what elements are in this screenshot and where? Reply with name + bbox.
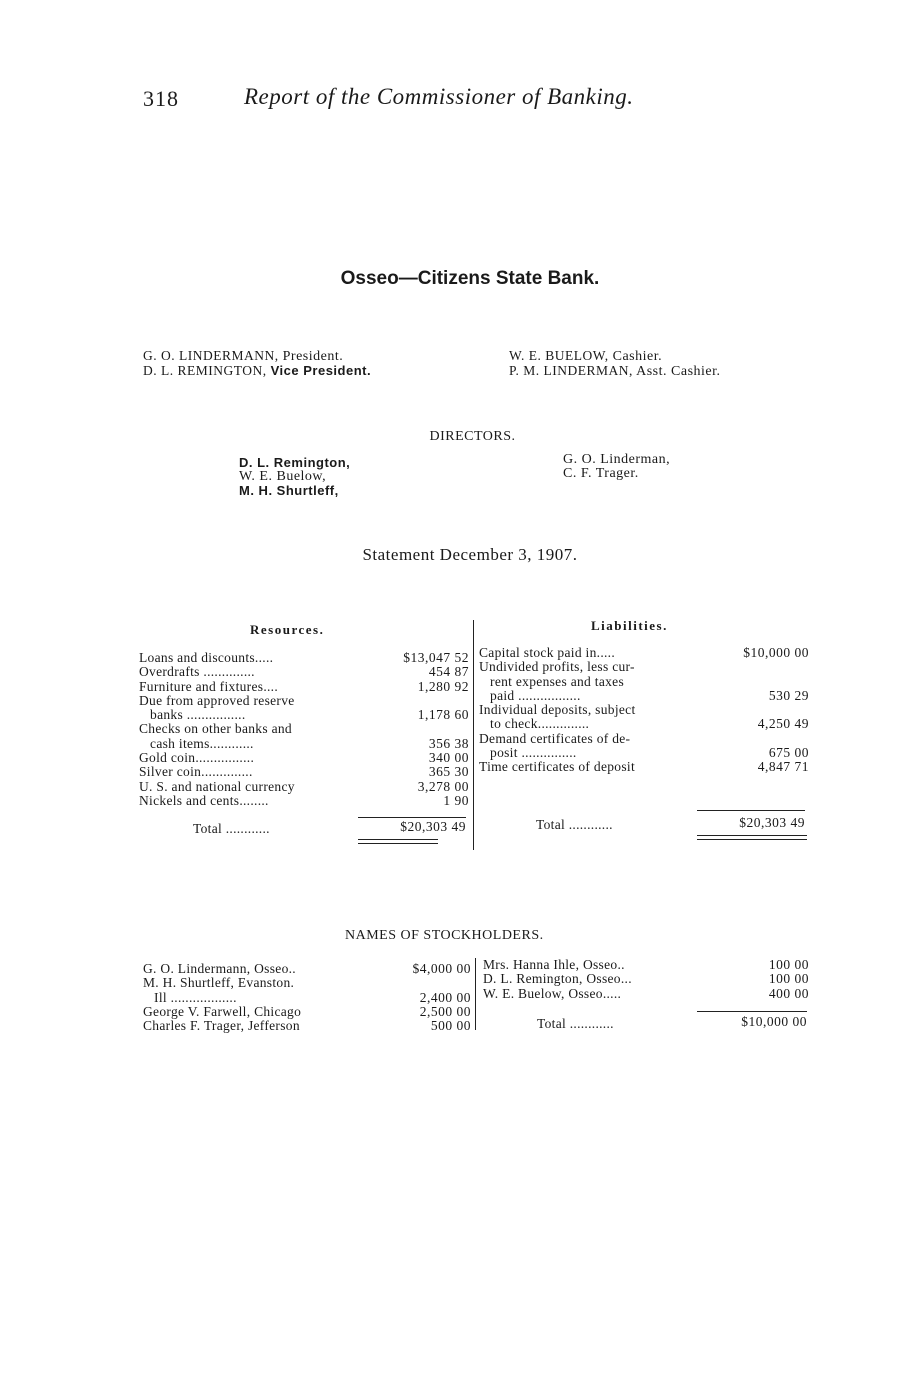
- resources-total-amount: $20,303 49: [400, 819, 466, 834]
- row-label: Mrs. Hanna Ihle, Osseo..: [483, 957, 625, 972]
- liabilities-table: [479, 646, 809, 775]
- row-label: Overdrafts ..............: [139, 664, 255, 680]
- director-left-1: D. L. Remington,: [239, 455, 351, 470]
- table-row: [483, 987, 809, 1001]
- table-row: [139, 780, 469, 794]
- director-right-2: C. F. Trager.: [563, 466, 639, 481]
- row-label: Demand certificates of de-: [479, 730, 631, 746]
- row-label: G. O. Lindermann, Osseo..: [143, 961, 296, 976]
- officer-name: P. M. LINDERMAN,: [509, 363, 633, 378]
- row-amount: 1,280 92: [417, 678, 469, 694]
- table-row: [139, 651, 469, 665]
- row-amount: 356 38: [428, 735, 469, 751]
- row-amount: 400 00: [768, 985, 809, 1001]
- row-amount: $10,000 00: [743, 645, 809, 660]
- row-label: Silver coin..............: [139, 764, 253, 780]
- liabilities-double-rule-2: [697, 839, 807, 840]
- row-amount: 2,500 00: [419, 1003, 471, 1019]
- liabilities-heading: Liabilities.: [591, 618, 668, 633]
- row-label: Nickels and cents........: [139, 792, 269, 808]
- table-row: [139, 665, 469, 679]
- stockholders-divider: [475, 958, 476, 1030]
- stockholders-total-label: Total ............: [537, 1016, 614, 1031]
- table-row: [139, 694, 469, 708]
- table-row: [483, 958, 809, 972]
- officer-right-1: [509, 349, 662, 364]
- row-label: rent expenses and taxes: [479, 673, 625, 689]
- table-row: [479, 660, 809, 674]
- resources-table: [139, 651, 469, 808]
- director-right-1: G. O. Linderman,: [563, 452, 671, 467]
- officer-name: D. L. REMINGTON,: [143, 363, 267, 378]
- row-label: Gold coin................: [139, 750, 255, 766]
- officer-right-2: [509, 364, 721, 379]
- row-amount: 100 00: [768, 957, 809, 972]
- row-label: George V. Farwell, Chicago: [143, 1003, 302, 1019]
- row-label: cash items............: [139, 735, 254, 751]
- liabilities-double-rule-1: [697, 835, 807, 836]
- table-row: [139, 722, 469, 736]
- row-label: Loans and discounts.....: [139, 650, 274, 665]
- officer-left-1: [143, 349, 343, 364]
- row-label: banks ................: [139, 707, 246, 723]
- table-row: [479, 703, 809, 717]
- officer-name: G. O. LINDERMANN,: [143, 348, 279, 363]
- column-divider: [473, 620, 474, 850]
- row-amount: 675 00: [768, 745, 809, 761]
- stockholders-right: [483, 958, 809, 1001]
- officer-title: Vice President.: [270, 363, 372, 378]
- officer-title: Cashier.: [612, 349, 663, 364]
- liabilities-total-label: Total ............: [536, 817, 613, 832]
- officer-title: Asst. Cashier.: [636, 364, 721, 379]
- table-row: [143, 962, 471, 976]
- table-row: [139, 751, 469, 765]
- table-row: [143, 991, 471, 1005]
- row-label: paid .................: [479, 687, 581, 703]
- table-row: [139, 680, 469, 694]
- row-label: Undivided profits, less cur-: [479, 659, 635, 675]
- row-amount: 365 30: [428, 764, 469, 780]
- row-label: Furniture and fixtures....: [139, 678, 279, 694]
- table-row: [479, 732, 809, 746]
- resources-total-rule: [358, 817, 466, 818]
- page-number: 318: [143, 86, 179, 111]
- liabilities-total-amount: $20,303 49: [739, 815, 805, 830]
- row-amount: 4,250 49: [757, 716, 809, 732]
- row-amount: 1,178 60: [417, 707, 469, 723]
- row-label: Checks on other banks and: [139, 721, 292, 737]
- row-label: posit ...............: [479, 745, 577, 761]
- table-row: [479, 717, 809, 731]
- table-row: [139, 708, 469, 722]
- director-left-2: W. E. Buelow,: [239, 469, 327, 484]
- row-label: Individual deposits, subject: [479, 702, 636, 718]
- table-row: [139, 737, 469, 751]
- resources-heading: Resources.: [250, 622, 325, 637]
- stockholders-total-amount: $10,000 00: [741, 1014, 807, 1029]
- row-amount: 4,847 71: [757, 759, 809, 775]
- row-label: M. H. Shurtleff, Evanston.: [143, 975, 295, 991]
- row-amount: $4,000 00: [412, 961, 471, 976]
- row-label: Capital stock paid in.....: [479, 645, 616, 660]
- statement-date: Statement December 3, 1907.: [362, 545, 578, 564]
- officer-title: President.: [282, 349, 344, 364]
- table-row: [479, 646, 809, 660]
- table-row: [479, 675, 809, 689]
- table-row: [139, 794, 469, 808]
- table-row: [479, 760, 809, 774]
- row-label: U. S. and national currency: [139, 778, 295, 794]
- row-amount: 2,400 00: [419, 989, 471, 1005]
- table-row: [479, 746, 809, 760]
- table-row: [479, 689, 809, 703]
- directors-heading: DIRECTORS.: [429, 429, 516, 444]
- bank-title: Osseo—Citizens State Bank.: [340, 268, 600, 289]
- table-row: [143, 1019, 471, 1033]
- table-row: [143, 976, 471, 990]
- row-label: Due from approved reserve: [139, 692, 295, 708]
- director-left-3: M. H. Shurtleff,: [239, 483, 339, 498]
- row-amount: 1 90: [443, 792, 469, 808]
- table-row: [143, 1005, 471, 1019]
- resources-total-label: Total ............: [193, 821, 270, 836]
- row-amount: 454 87: [428, 664, 469, 680]
- row-amount: 3,278 00: [417, 778, 469, 794]
- officer-name: W. E. BUELOW,: [509, 348, 609, 363]
- table-row: [139, 765, 469, 779]
- running-title: Report of the Commissioner of Banking.: [244, 84, 634, 109]
- row-label: Ill ..................: [143, 989, 237, 1005]
- table-row: [483, 972, 809, 986]
- row-label: Charles F. Trager, Jefferson: [143, 1018, 300, 1034]
- resources-double-rule-1: [358, 839, 438, 840]
- row-label: Time certificates of deposit: [479, 759, 635, 775]
- liabilities-total-rule: [697, 810, 805, 811]
- resources-double-rule-2: [358, 843, 438, 844]
- row-amount: 530 29: [768, 687, 809, 703]
- row-amount: 500 00: [430, 1018, 471, 1034]
- row-label: to check..............: [479, 716, 590, 732]
- row-label: W. E. Buelow, Osseo.....: [483, 985, 622, 1001]
- officer-left-2: [143, 364, 371, 379]
- row-amount: $13,047 52: [403, 650, 469, 665]
- row-amount: 100 00: [768, 971, 809, 987]
- row-label: D. L. Remington, Osseo...: [483, 971, 632, 987]
- stockholders-left: [143, 962, 471, 1033]
- stockholders-total-rule: [697, 1011, 807, 1012]
- stockholders-heading: NAMES OF STOCKHOLDERS.: [345, 928, 544, 943]
- row-amount: 340 00: [428, 750, 469, 766]
